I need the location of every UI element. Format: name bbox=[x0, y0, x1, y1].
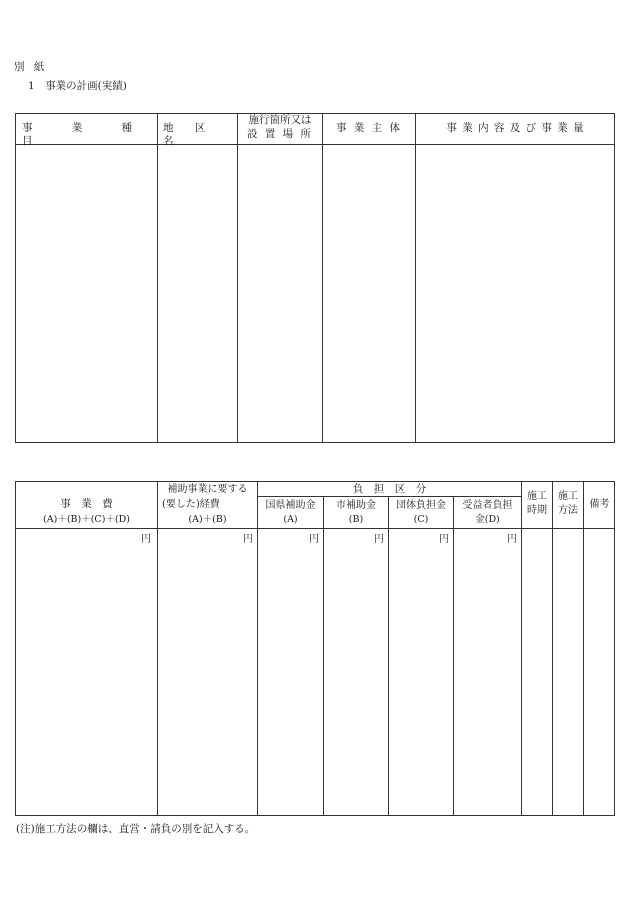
footnote: (注)施工方法の欄は、直営・請負の別を記入する。 bbox=[16, 823, 256, 835]
header-operator: 事 業 主 体 bbox=[335, 122, 402, 134]
cost-table-header-divider bbox=[15, 528, 615, 529]
column-divider bbox=[552, 481, 553, 816]
header-city-line1: 市補助金 bbox=[336, 500, 376, 511]
attachment-label: 別 紙 bbox=[14, 61, 48, 73]
header-beneficiary-line1: 受益者負担 bbox=[462, 500, 513, 511]
header-national-line2: (A) bbox=[283, 514, 298, 525]
column-divider bbox=[415, 113, 416, 443]
column-divider bbox=[323, 496, 324, 816]
header-national-line1: 国県補助金 bbox=[265, 500, 316, 511]
header-period-line1: 施工 bbox=[527, 491, 547, 502]
header-district: 地 区 名 bbox=[163, 122, 215, 147]
column-divider bbox=[521, 481, 522, 816]
header-subsidy-line3: (A)＋(B) bbox=[188, 514, 227, 525]
header-project-type-text bbox=[22, 122, 152, 148]
header-project-type bbox=[22, 122, 152, 148]
header-location-line2: 設 置 場 所 bbox=[246, 128, 313, 140]
header-subsidy-line1: 補助事業に要する bbox=[167, 484, 248, 495]
unit-yen: 円 bbox=[243, 534, 253, 545]
header-subsidy-line2: (要した)経費 bbox=[162, 499, 220, 510]
header-burden: 負 担 区 分 bbox=[352, 483, 427, 495]
section-title: 1 事業の計画(実績) bbox=[28, 80, 127, 92]
header-content: 事 業 内 容 及 び 事 業 量 bbox=[446, 122, 585, 134]
column-divider bbox=[157, 113, 158, 443]
column-divider bbox=[157, 481, 158, 816]
unit-yen: 円 bbox=[374, 534, 384, 545]
column-divider bbox=[583, 481, 584, 816]
header-method-line2: 方法 bbox=[558, 505, 578, 516]
unit-yen: 円 bbox=[439, 534, 449, 545]
header-remarks: 備考 bbox=[589, 499, 610, 510]
unit-yen: 円 bbox=[141, 534, 151, 545]
header-location-line1: 施行箇所又は bbox=[248, 114, 312, 126]
header-period-line2: 時期 bbox=[527, 505, 547, 516]
header-method-line1: 施工 bbox=[558, 491, 578, 502]
column-divider bbox=[388, 496, 389, 816]
unit-yen: 円 bbox=[309, 534, 319, 545]
burden-header-divider bbox=[257, 496, 521, 497]
header-project-type-label: 事 業 種 目 bbox=[22, 122, 151, 147]
column-divider bbox=[257, 481, 258, 816]
header-group-line1: 団体負担金 bbox=[396, 500, 446, 511]
column-divider bbox=[453, 496, 454, 816]
header-beneficiary-line2: 金(D) bbox=[475, 514, 500, 525]
plan-table-border bbox=[15, 113, 615, 443]
header-cost-line2: (A)＋(B)＋(C)＋(D) bbox=[43, 514, 130, 525]
unit-yen: 円 bbox=[507, 534, 517, 545]
column-divider bbox=[322, 113, 323, 443]
column-divider bbox=[237, 113, 238, 443]
header-city-line2: (B) bbox=[348, 514, 364, 525]
header-cost-line1: 事 業 費 bbox=[60, 498, 113, 510]
header-group-line2: (C) bbox=[413, 514, 429, 525]
